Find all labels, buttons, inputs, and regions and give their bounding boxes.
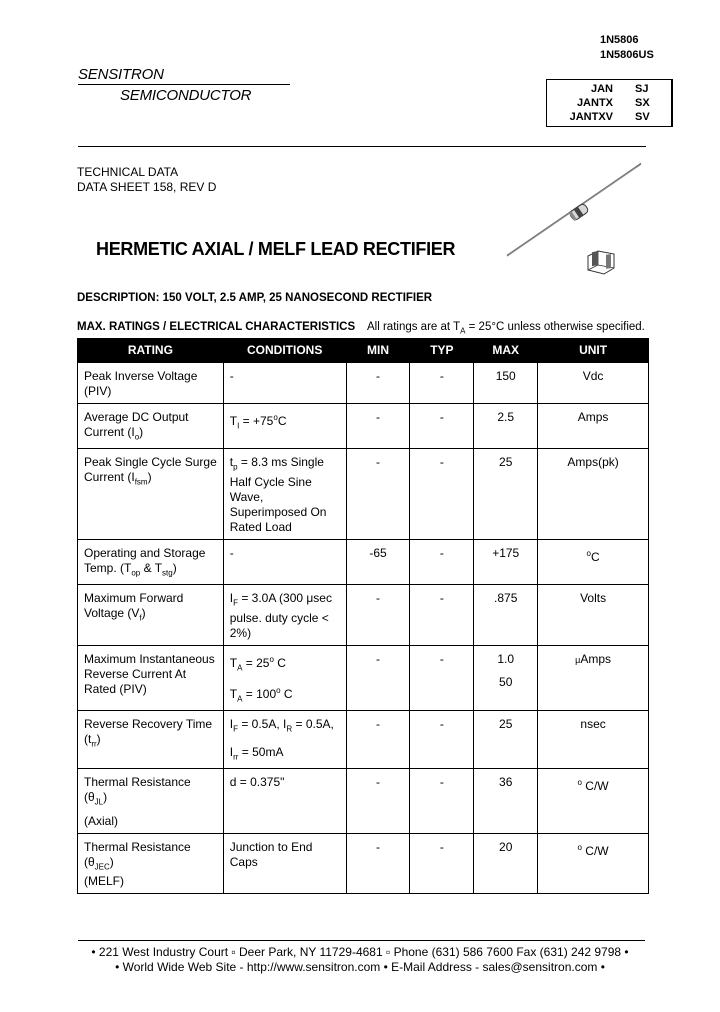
max-cell: .875 xyxy=(474,585,538,645)
company-name-line1: SENSITRON xyxy=(78,66,164,83)
description: DESCRIPTION: 150 VOLT, 2.5 AMP, 25 NANOSECOND RECTIFIER xyxy=(77,292,433,304)
grade-row xyxy=(547,83,671,98)
table-row xyxy=(78,404,649,449)
page-title: HERMETIC AXIAL / MELF LEAD RECTIFIER xyxy=(96,239,456,259)
min-cell: -65 xyxy=(346,539,410,584)
typ-cell: - xyxy=(410,404,474,449)
unit-cell: Amps xyxy=(538,404,649,449)
min-cell: - xyxy=(346,404,410,449)
unit-cell: Vdc xyxy=(538,363,649,404)
grade-axial: JANTXV xyxy=(569,111,613,123)
rating-cell: Maximum Forward Voltage $(V_f)$ xyxy=(78,585,224,645)
min-cell: - xyxy=(346,769,410,833)
table-row xyxy=(78,769,649,833)
min-cell: - xyxy=(346,449,410,539)
rating-cell: Peak Inverse Voltage (PIV) xyxy=(78,363,224,404)
max-cell: 25 xyxy=(474,711,538,769)
grade-axial: JAN xyxy=(590,83,613,95)
max-cell: 20 xyxy=(474,833,538,893)
quality-grade-box xyxy=(546,79,673,127)
unit-cell: $^o$C xyxy=(538,539,649,584)
conditions-cell: d = 0.375" xyxy=(223,769,346,833)
column-header: UNIT xyxy=(538,339,649,363)
ratings-heading: MAX. RATINGS / ELECTRICAL CHARACTERISTICS xyxy=(77,321,356,333)
conditions-cell: $I_F = 0.5A$, $I_R = 0.5A$, $I_{rr} = 50mA$ xyxy=(223,711,346,769)
table-row xyxy=(78,363,649,404)
technical-data-label: TECHNICAL DATA xyxy=(77,165,179,179)
melf-diode-icon xyxy=(584,248,620,276)
table-header-row xyxy=(78,339,649,363)
unit-cell: nsec xyxy=(538,711,649,769)
unit-cell: $^o$ C/W xyxy=(538,769,649,833)
rating-cell: Average DC Output Current $(I_o)$ xyxy=(78,404,224,449)
part-number-melf: 1N5806US xyxy=(600,49,654,61)
max-cell: 150 xyxy=(474,363,538,404)
column-header: MIN xyxy=(346,339,410,363)
header-divider xyxy=(78,146,646,147)
conditions-cell: $I_F = 3.0A$ (300 μsec pulse. duty cycle < 2%) xyxy=(223,585,346,645)
min-cell: - xyxy=(346,363,410,404)
typ-cell: - xyxy=(410,645,474,711)
conditions-cell: $T_I = +75^oC$ xyxy=(223,404,346,449)
grade-melf: SJ xyxy=(635,83,649,95)
grade-row xyxy=(547,111,671,126)
unit-cell: Amps(pk) xyxy=(538,449,649,539)
max-cell: 1.0 50 xyxy=(474,645,538,711)
grade-melf: SX xyxy=(635,97,650,109)
axial-diode-icon xyxy=(505,160,645,280)
table-row xyxy=(78,833,649,893)
table-row xyxy=(78,711,649,769)
max-cell: 25 xyxy=(474,449,538,539)
column-header: TYP xyxy=(410,339,474,363)
max-cell: +175 xyxy=(474,539,538,584)
typ-cell: - xyxy=(410,833,474,893)
column-header: MAX xyxy=(474,339,538,363)
footer-divider xyxy=(78,940,645,941)
rating-cell: Maximum Instantaneous Reverse Current At Rated (PIV) xyxy=(78,645,224,711)
max-cell: 2.5 xyxy=(474,404,538,449)
rating-cell: Thermal Resistance $(\theta_{JL})$ (Axial) xyxy=(78,769,224,833)
company-name-line2: SEMICONDUCTOR xyxy=(120,87,252,104)
footer-address: • 221 West Industry Court ▫ Deer Park, NY 11729-4681 ▫ Phone (631) 586 7600 Fax (631) 242 9798 • xyxy=(91,945,629,959)
table-row xyxy=(78,539,649,584)
grade-melf: SV xyxy=(635,111,650,123)
unit-cell: $^o$ C/W xyxy=(538,833,649,893)
table-row xyxy=(78,449,649,539)
typ-cell: - xyxy=(410,539,474,584)
ratings-table xyxy=(77,338,649,894)
typ-cell: - xyxy=(410,449,474,539)
table-row xyxy=(78,645,649,711)
rating-cell: Reverse Recovery Time $(t_{rr})$ xyxy=(78,711,224,769)
unit-cell: Volts xyxy=(538,585,649,645)
column-header: CONDITIONS xyxy=(223,339,346,363)
column-header: RATING xyxy=(78,339,224,363)
unit-cell: μAmps xyxy=(538,645,649,711)
typ-cell: - xyxy=(410,711,474,769)
typ-cell: - xyxy=(410,769,474,833)
min-cell: - xyxy=(346,585,410,645)
conditions-cell: - xyxy=(223,539,346,584)
grade-row xyxy=(547,97,671,112)
min-cell: - xyxy=(346,711,410,769)
rating-cell: Peak Single Cycle Surge Current $(I_{fsm})$ xyxy=(78,449,224,539)
min-cell: - xyxy=(346,645,410,711)
conditions-cell: $T_A = 25^o$ C $T_A = 100^o$ C xyxy=(223,645,346,711)
grade-axial: JANTX xyxy=(576,97,613,109)
company-underline xyxy=(78,84,290,85)
rating-cell: Thermal Resistance $(\theta_{JEC})$ (MELF) xyxy=(78,833,224,893)
ratings-note: All ratings are at $T_A = 25^\circ C$ unless otherwise specified. xyxy=(367,321,645,336)
conditions-cell: $t_p = 8.3$ ms Single Half Cycle Sine Wave, Superimposed On Rated Load xyxy=(223,449,346,539)
conditions-cell: Junction to End Caps xyxy=(223,833,346,893)
typ-cell: - xyxy=(410,585,474,645)
max-cell: 36 xyxy=(474,769,538,833)
table-row xyxy=(78,585,649,645)
data-sheet-label: DATA SHEET 158, REV D xyxy=(77,180,217,194)
conditions-cell: - xyxy=(223,363,346,404)
footer-contact: • World Wide Web Site - http://www.sensitron.com • E-Mail Address - sales@sensitron.com • xyxy=(115,960,605,974)
rating-cell: Operating and Storage Temp. ($T_{op}$ & $T_{stg}$) xyxy=(78,539,224,584)
typ-cell: - xyxy=(410,363,474,404)
min-cell: - xyxy=(346,833,410,893)
part-number-axial: 1N5806 xyxy=(600,34,639,46)
